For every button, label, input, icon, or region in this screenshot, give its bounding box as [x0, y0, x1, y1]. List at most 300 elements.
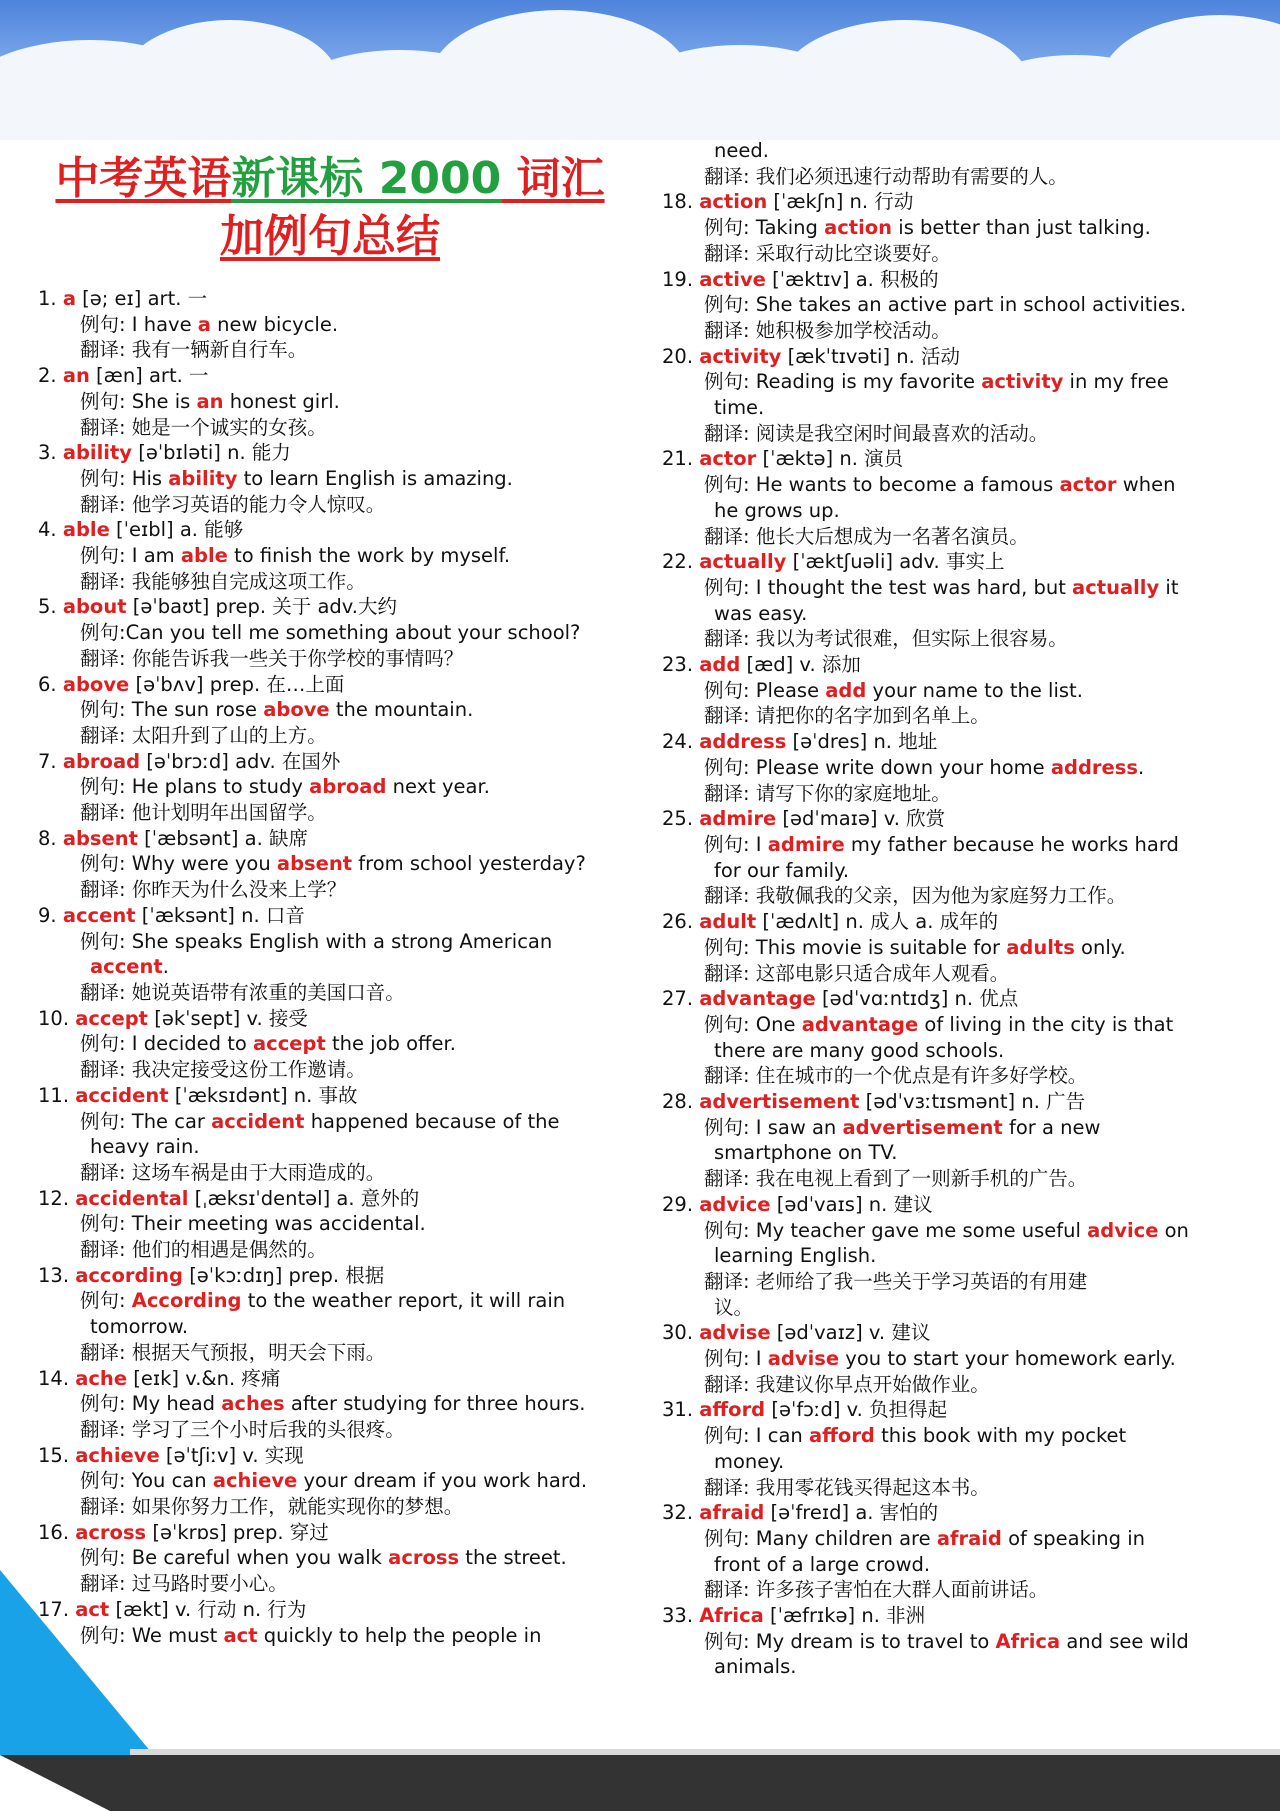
entry-number: 19. — [662, 267, 700, 291]
sentence-text: is better than just talking. — [892, 216, 1151, 240]
entry-headword-line — [38, 1597, 638, 1623]
sentence-text: I can — [755, 1424, 809, 1448]
translation-text: 我们必须迅速行动帮助有需要的人。 — [755, 164, 1068, 188]
example-sentence — [38, 851, 638, 877]
translation-label: 翻译: — [704, 1475, 756, 1499]
sentence-text: your dream if you work hard. — [297, 1469, 588, 1493]
translation-label: 翻译: — [80, 878, 132, 902]
headword: according — [75, 1263, 183, 1287]
entry-headword-line — [38, 749, 638, 775]
example-sentence — [38, 1391, 638, 1417]
translation-text: 她积极参加学校活动。 — [755, 318, 951, 342]
vocab-entry — [38, 1366, 638, 1443]
sentence-text: quickly to help the people in — [257, 1623, 542, 1647]
sentence-text: the mountain. — [329, 698, 474, 722]
entry-headword-line — [38, 1263, 638, 1289]
phonetic-and-meaning: [əˈtʃiːv] v. 实现 — [159, 1443, 304, 1467]
example-label: 例句: — [80, 1546, 132, 1570]
sentence-text: learning English. — [714, 1244, 877, 1268]
sentence-text: your name to the list. — [866, 678, 1083, 702]
headword: accent — [62, 903, 136, 927]
sentence-text: for our family. — [714, 858, 850, 882]
highlight-word: act — [223, 1623, 258, 1647]
example-sentence — [662, 832, 1262, 858]
translation-line — [662, 421, 1262, 447]
vocab-entry — [662, 549, 1262, 652]
entry-number: 11. — [38, 1083, 76, 1107]
headword: accept — [75, 1006, 149, 1030]
phonetic-and-meaning: [əˈkɔːdɪŋ] prep. 根据 — [183, 1263, 385, 1287]
example-label: 例句: — [704, 575, 756, 599]
highlight-word: absent — [276, 852, 353, 876]
vocab-entry — [662, 1397, 1262, 1500]
example-label: 例句: — [80, 929, 132, 953]
example-sentence — [662, 1423, 1262, 1449]
example-continuation — [662, 1140, 1262, 1166]
entry-headword-line — [38, 1520, 638, 1546]
example-sentence — [38, 1109, 638, 1135]
sentence-text: for a new — [1002, 1115, 1101, 1139]
title-part-3: 词汇 — [501, 153, 605, 204]
entry-headword-line — [38, 363, 638, 389]
translation-text: 请写下你的家庭地址。 — [755, 781, 951, 805]
phonetic-and-meaning: [eɪk] v.&n. 疼痛 — [127, 1366, 281, 1390]
vocab-entry — [662, 344, 1262, 447]
example-sentence — [38, 697, 638, 723]
phonetic-and-meaning: [ˈækʃn] n. 行动 — [767, 190, 914, 214]
sentence-text: Can you tell me something about your school? — [125, 621, 581, 645]
sentence-text: The car — [131, 1109, 212, 1133]
translation-label: 翻译: — [80, 1058, 132, 1082]
headword: actor — [699, 447, 757, 471]
translation-label: 翻译: — [80, 415, 132, 439]
highlight-word: advise — [767, 1347, 840, 1371]
sentence-text: from school yesterday? — [352, 852, 586, 876]
translation-label: 翻译: — [704, 1269, 756, 1293]
vocab-entry — [662, 986, 1262, 1089]
entry-number: 5. — [38, 595, 63, 619]
entry-headword-line — [662, 1397, 1262, 1423]
vocab-entry — [662, 909, 1262, 986]
example-continuation: need. — [714, 139, 769, 162]
example-continuation — [38, 1134, 638, 1160]
sentence-text: Taking — [755, 216, 825, 240]
entry-number: 2. — [38, 364, 63, 388]
headword: advise — [699, 1321, 771, 1345]
entry-headword-line — [38, 440, 638, 466]
translation-line — [662, 781, 1262, 807]
entry-headword-line — [662, 652, 1262, 678]
entry-headword-line — [38, 517, 638, 543]
sentence-text: the street. — [459, 1546, 567, 1570]
sentence-text: honest girl. — [223, 389, 340, 413]
sentence-text: front of a large crowd. — [714, 1552, 931, 1576]
vocab-entry — [662, 267, 1262, 344]
example-sentence — [662, 755, 1262, 781]
headword: afford — [699, 1398, 766, 1422]
translation-text: 他计划明年出国留学。 — [131, 801, 327, 825]
highlight-word: accent — [90, 955, 163, 979]
example-sentence — [38, 620, 638, 646]
entry-headword-line — [38, 286, 638, 312]
phonetic-and-meaning: [ədˈmaɪə] v. 欣赏 — [776, 807, 946, 831]
headword: across — [75, 1520, 147, 1544]
phonetic-and-meaning: [ˈæfrɪkə] n. 非洲 — [763, 1604, 926, 1628]
vocab-entry — [38, 440, 638, 517]
highlight-word: adults — [1006, 935, 1075, 959]
phonetic-and-meaning: [əˈbʌv] prep. 在…上面 — [129, 672, 345, 696]
vocab-entry — [38, 517, 638, 594]
entry-number: 16. — [38, 1520, 76, 1544]
sentence-text: This movie is suitable for — [755, 935, 1007, 959]
example-sentence — [38, 1623, 638, 1649]
translation-label: 翻译: — [704, 1064, 756, 1088]
entry-headword-line — [38, 1186, 638, 1212]
headword: actually — [699, 550, 787, 574]
highlight-word: activity — [981, 370, 1064, 394]
translation-line — [38, 1340, 638, 1366]
sentence-text: My dream is to travel to — [755, 1629, 996, 1653]
entry-number: 24. — [662, 730, 700, 754]
sentence-text: you to start your homework early. — [839, 1347, 1176, 1371]
headword: advantage — [699, 987, 816, 1011]
example-sentence — [38, 466, 638, 492]
vocab-entry — [662, 189, 1262, 266]
example-continuation — [662, 1243, 1262, 1269]
example-sentence — [38, 543, 638, 569]
entry-number: 26. — [662, 910, 700, 934]
translation-label: 翻译: — [704, 884, 756, 908]
phonetic-and-meaning: [əˈfreɪd] a. 害怕的 — [764, 1501, 939, 1525]
example-label: 例句: — [704, 755, 756, 779]
title-part-1: 中考英语 — [55, 153, 232, 204]
headword: abroad — [62, 749, 141, 773]
example-sentence — [662, 472, 1262, 498]
sentence-text: I saw an — [755, 1115, 843, 1139]
translation-text: 采取行动比空谈要好。 — [755, 241, 951, 265]
translation-text: 学习了三个小时后我的头很疼。 — [131, 1417, 405, 1441]
highlight-word: ability — [168, 466, 238, 490]
sentence-text: and see wild — [1060, 1629, 1189, 1653]
translation-line — [38, 1237, 638, 1263]
vocab-entry — [38, 1263, 638, 1366]
vocab-entry — [662, 1603, 1262, 1680]
phonetic-and-meaning: [əˈbaʊt] prep. 关于 adv.大约 — [126, 595, 398, 619]
translation-line — [662, 961, 1262, 987]
vocab-entry — [662, 1500, 1262, 1603]
entry-headword-line — [662, 1603, 1262, 1629]
headword: add — [699, 653, 741, 677]
highlight-word: advertisement — [842, 1115, 1003, 1139]
example-label: 例句: — [80, 1032, 132, 1056]
phonetic-and-meaning: [ədˈvaɪs] n. 建议 — [770, 1192, 933, 1216]
entry-headword-line — [662, 267, 1262, 293]
entry-number: 4. — [38, 518, 63, 542]
phonetic-and-meaning: [æn] art. 一 — [89, 364, 209, 388]
example-sentence — [38, 1545, 638, 1571]
sentence-text: after studying for three hours. — [284, 1392, 586, 1416]
sentence-text: animals. — [714, 1655, 797, 1679]
entry-headword-line — [662, 729, 1262, 755]
translation-line — [662, 1063, 1262, 1089]
highlight-word: accident — [211, 1109, 305, 1133]
highlight-word: add — [825, 678, 867, 702]
translation-text: 我用零花钱买得起这本书。 — [755, 1475, 990, 1499]
entry-number: 21. — [662, 447, 700, 471]
entry-headword-line — [662, 1500, 1262, 1526]
sentence-text: He wants to become a famous — [755, 473, 1060, 497]
example-label: 例句: — [80, 1469, 132, 1493]
translation-label: 翻译: — [704, 961, 756, 985]
sentence-text: to finish the work by myself. — [227, 544, 511, 568]
translation-label: 翻译: — [704, 1372, 756, 1396]
sentence-text: Their meeting was accidental. — [131, 1212, 426, 1236]
page-title — [40, 150, 620, 266]
highlight-word: admire — [767, 832, 845, 856]
translation-label: 翻译: — [704, 704, 756, 728]
vocab-column-right — [662, 138, 1262, 1680]
sentence-text: She speaks English with a strong American — [131, 929, 553, 953]
highlight-word: achieve — [212, 1469, 298, 1493]
example-label: 例句: — [80, 389, 132, 413]
example-label: 例句: — [80, 1289, 132, 1313]
sentence-text: . — [162, 955, 169, 979]
entry-number: 9. — [38, 903, 63, 927]
vocab-entry — [38, 1520, 638, 1597]
entry-number: 1. — [38, 287, 63, 310]
sentence-text: Many children are — [755, 1526, 937, 1550]
translation-text: 你昨天为什么没来上学？ — [131, 878, 347, 902]
entry-headword-line — [662, 189, 1262, 215]
vocab-entry — [662, 652, 1262, 729]
example-continuation — [38, 1314, 638, 1340]
translation-line — [662, 626, 1262, 652]
example-sentence — [662, 1218, 1262, 1244]
sentence-text: only. — [1074, 935, 1126, 959]
translation-line — [38, 1160, 638, 1186]
translation-line — [38, 723, 638, 749]
phonetic-and-meaning: [ækˈtɪvəti] n. 活动 — [781, 344, 961, 368]
vocab-entry — [662, 1089, 1262, 1192]
vocab-entry — [38, 1083, 638, 1186]
vocab-entry — [38, 1597, 638, 1648]
translation-label: 翻译: — [80, 723, 132, 747]
translation-line — [38, 492, 638, 518]
example-label: 例句: — [80, 1109, 132, 1133]
entry-number: 14. — [38, 1366, 76, 1390]
example-continuation — [662, 1038, 1262, 1064]
example-label: 例句: — [704, 1629, 756, 1653]
translation-label: 翻译: — [80, 492, 132, 516]
phonetic-and-meaning: [ˈæktɪv] a. 积极的 — [765, 267, 939, 291]
entry-number: 18. — [662, 190, 700, 214]
translation-text: 住在城市的一个优点是有许多好学校。 — [755, 1064, 1088, 1088]
translation-text: 太阳升到了山的上方。 — [131, 723, 327, 747]
highlight-word: advice — [1087, 1218, 1159, 1242]
translation-text: 他们的相遇是偶然的。 — [131, 1238, 327, 1262]
headword: afraid — [699, 1501, 765, 1525]
sentence-text: Please — [755, 678, 826, 702]
sentence-text: of living in the city is that — [918, 1012, 1174, 1036]
translation-label: 翻译: — [80, 1238, 132, 1262]
example-continuation — [662, 395, 1262, 421]
highlight-word: actually — [1072, 575, 1160, 599]
translation-text: 她是一个诚实的女孩。 — [131, 415, 327, 439]
phonetic-and-meaning: [æd] v. 添加 — [740, 653, 861, 677]
vocab-entry — [38, 594, 638, 671]
highlight-word: accept — [252, 1032, 326, 1056]
sentence-text: . — [1137, 755, 1145, 779]
example-continuation — [662, 1449, 1262, 1475]
highlight-word: afford — [808, 1424, 875, 1448]
headword: act — [75, 1597, 110, 1621]
headword: accidental — [75, 1186, 189, 1210]
vocab-entry — [38, 363, 638, 440]
sentence-text: I decided to — [131, 1032, 253, 1056]
highlight-word: abroad — [309, 775, 387, 799]
entry-headword-line — [662, 549, 1262, 575]
example-label: 例句: — [704, 1218, 756, 1242]
entry-number: 6. — [38, 672, 63, 696]
headword: advertisement — [699, 1090, 860, 1114]
sentence-text: My head — [131, 1392, 222, 1416]
sentence-text: His — [131, 466, 169, 490]
sentence-text: when — [1116, 473, 1176, 497]
entry-headword-line — [38, 1006, 638, 1032]
highlight-word: action — [824, 216, 893, 240]
translation-text: 你能告诉我一些关于你学校的事情吗？ — [131, 646, 464, 670]
translation-line — [38, 980, 638, 1006]
sentence-text: I have — [131, 312, 198, 336]
phonetic-and-meaning: [əˈdres] n. 地址 — [786, 730, 938, 754]
phonetic-and-meaning: [ˈeɪbl] a. 能够 — [109, 518, 244, 542]
example-label: 例句: — [704, 1012, 756, 1036]
example-sentence — [662, 575, 1262, 601]
entry-number: 28. — [662, 1090, 700, 1114]
title-line-2: 加例句总结 — [220, 211, 440, 262]
headword: active — [699, 267, 766, 291]
translation-text: 如果你努力工作，就能实现你的梦想。 — [131, 1495, 464, 1519]
sentence-text: next year. — [386, 775, 490, 799]
phonetic-and-meaning: [əˈkrɒs] prep. 穿过 — [146, 1520, 329, 1544]
entry-headword-line — [38, 903, 638, 929]
headword: Africa — [699, 1604, 764, 1628]
entry-number: 13. — [38, 1263, 76, 1287]
translation-line — [662, 1577, 1262, 1603]
sentence-text: time. — [714, 396, 765, 420]
phonetic-and-meaning: [ə; eɪ] art. 一 — [75, 287, 208, 310]
entry-headword-line — [662, 344, 1262, 370]
entry-number: 10. — [38, 1006, 76, 1030]
sky-cloud-banner — [0, 0, 1280, 140]
phonetic-and-meaning: [ækt] v. 行动 n. 行为 — [109, 1597, 307, 1621]
translation-text: 我决定接受这份工作邀请。 — [131, 1058, 366, 1082]
example-label: 例句: — [80, 544, 132, 568]
example-continuation — [38, 954, 638, 980]
bottom-bar-notch — [0, 1755, 110, 1811]
entry-number: 30. — [662, 1321, 700, 1345]
translation-text: 老师给了我一些关于学习英语的有用建 — [755, 1269, 1088, 1293]
highlight-word: an — [196, 389, 224, 413]
phonetic-and-meaning: [ədˈvɜːtɪsmənt] n. 广告 — [859, 1090, 1086, 1114]
sentence-text: Reading is my favorite — [755, 370, 982, 394]
headword: ache — [75, 1366, 128, 1390]
example-label: 例句: — [80, 775, 132, 799]
headword: action — [699, 190, 768, 214]
highlight-word: According — [131, 1289, 242, 1313]
sentence-text: to learn English is amazing. — [237, 466, 513, 490]
entry-headword-line — [38, 672, 638, 698]
entry-headword-line — [38, 826, 638, 852]
entry-number: 15. — [38, 1443, 76, 1467]
example-label: 例句: — [80, 466, 132, 490]
translation-label: 翻译: — [80, 801, 132, 825]
example-continuation — [662, 1654, 1262, 1680]
translation-text: 他学习英语的能力令人惊叹。 — [131, 492, 386, 516]
example-sentence — [38, 929, 638, 955]
sentence-text: this book with my pocket — [874, 1424, 1127, 1448]
entry-number: 8. — [38, 826, 63, 850]
phonetic-and-meaning: [əˈbɪləti] n. 能力 — [132, 441, 291, 465]
example-sentence — [662, 1629, 1262, 1655]
entry-headword-line — [662, 986, 1262, 1012]
sentence-text: heavy rain. — [90, 1135, 200, 1159]
sentence-text: We must — [131, 1623, 224, 1647]
entry-headword-line — [38, 594, 638, 620]
sentence-text: My teacher gave me some useful — [755, 1218, 1088, 1242]
translation-line — [662, 524, 1262, 550]
example-sentence — [662, 1115, 1262, 1141]
example-continuation — [662, 498, 1262, 524]
headword: advice — [699, 1192, 771, 1216]
entry-number: 3. — [38, 441, 63, 465]
example-label: 例句: — [704, 473, 756, 497]
sentence-text: I thought the test was hard, but — [755, 575, 1073, 599]
translation-line — [662, 164, 1262, 190]
translation-line — [662, 1269, 1262, 1295]
translation-line — [662, 1475, 1262, 1501]
sentence-text: happened because of the — [304, 1109, 560, 1133]
sentence-text: it — [1159, 575, 1179, 599]
entry-headword-line — [38, 1443, 638, 1469]
example-label: 例句: — [80, 312, 132, 336]
entry-number: 33. — [662, 1604, 700, 1628]
translation-label: 翻译: — [704, 241, 756, 265]
sentence-text: he grows up. — [714, 498, 840, 522]
sentence-text: She takes an active part in school activities. — [755, 293, 1187, 317]
example-sentence — [662, 678, 1262, 704]
translation-label: 翻译: — [704, 781, 756, 805]
example-label: 例句: — [704, 935, 756, 959]
translation-label: 翻译: — [704, 164, 756, 188]
translation-line — [38, 415, 638, 441]
translation-text: 我有一辆新自行车。 — [131, 338, 308, 362]
phonetic-and-meaning: [əˈfɔːd] v. 负担得起 — [765, 1398, 948, 1422]
phonetic-and-meaning: [ˌæksɪˈdentəl] a. 意外的 — [188, 1186, 420, 1210]
translation-text: 许多孩子害怕在大群人面前讲话。 — [755, 1578, 1049, 1602]
sentence-text: She is — [131, 389, 197, 413]
vocab-entry — [38, 672, 638, 749]
headword: above — [62, 672, 130, 696]
example-sentence — [38, 1211, 638, 1237]
translation-line — [38, 1417, 638, 1443]
phonetic-and-meaning: [ˈæbsənt] a. 缺席 — [137, 826, 308, 850]
example-sentence — [38, 774, 638, 800]
example-label: 例句: — [704, 678, 756, 702]
translation-line — [662, 241, 1262, 267]
translation-label: 翻译: — [80, 1572, 132, 1596]
sentence-text: my father because he works hard — [844, 832, 1179, 856]
